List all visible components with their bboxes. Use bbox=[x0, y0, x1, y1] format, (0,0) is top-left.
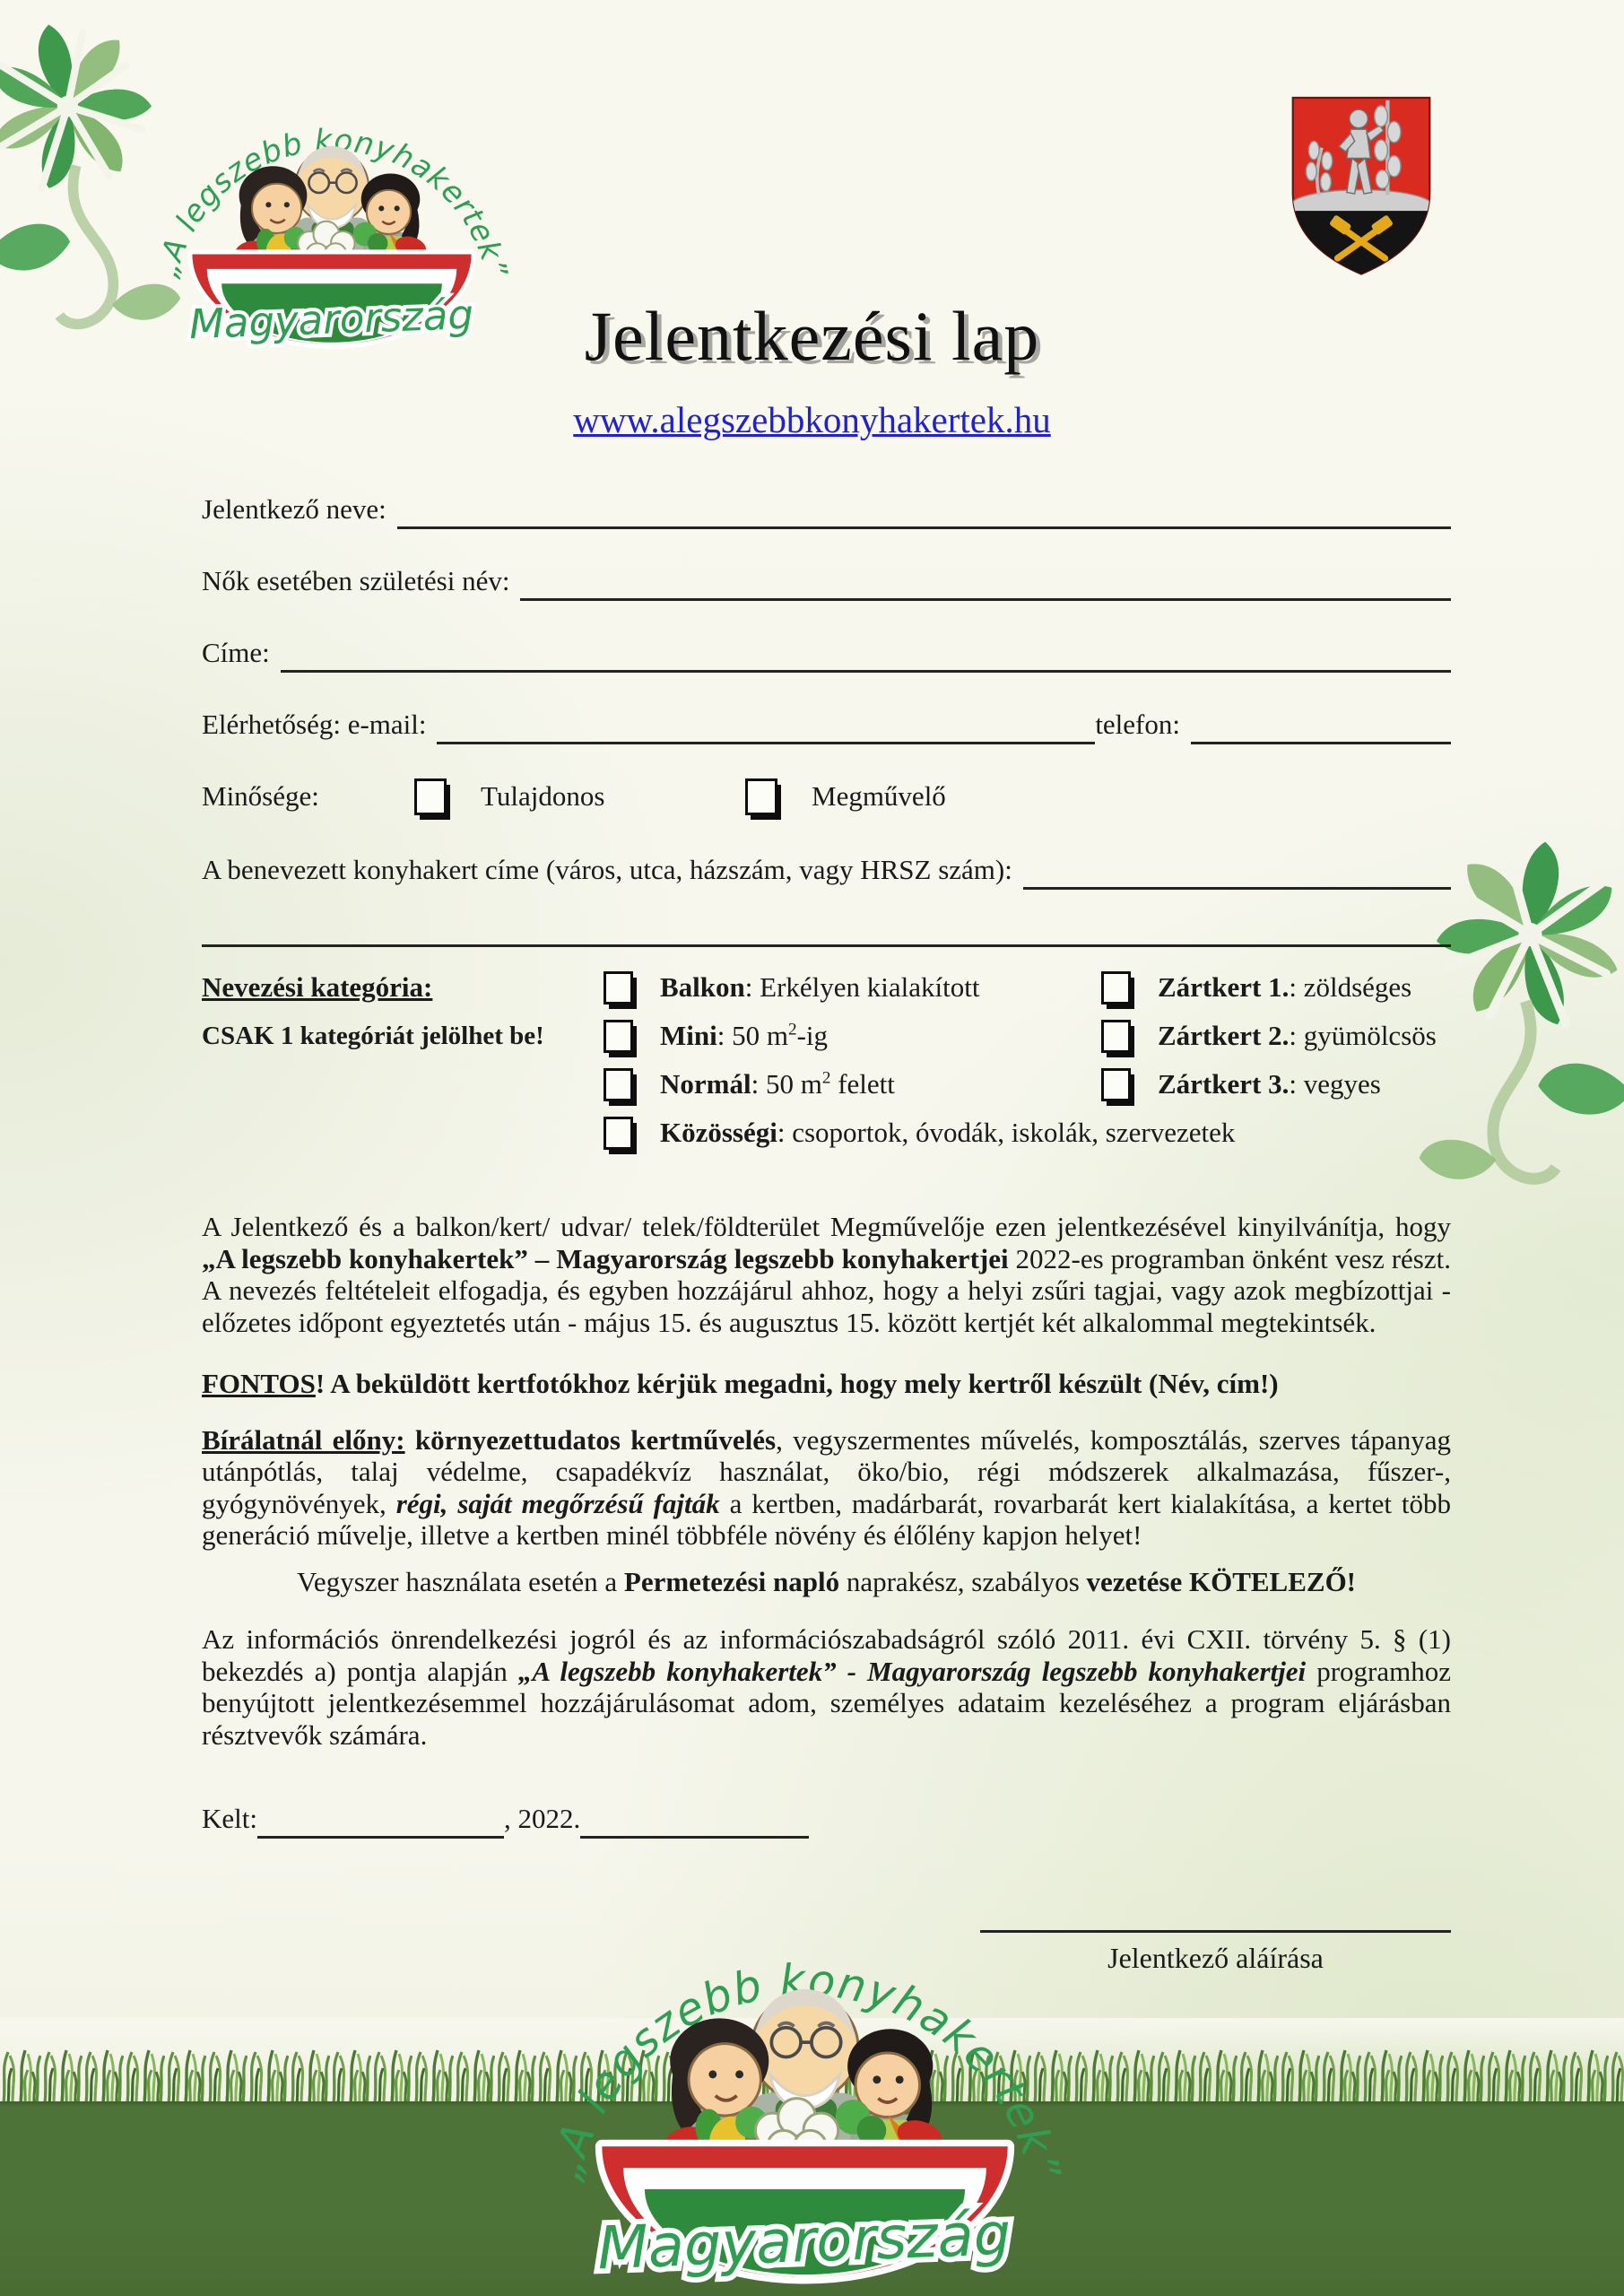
category-option-mini: Mini: 50 $m^2-ig$ bbox=[604, 1020, 1101, 1053]
program-logo-bottom bbox=[525, 1831, 1085, 2285]
garden-address-field-line-2[interactable] bbox=[202, 907, 1451, 947]
category-section bbox=[202, 963, 1451, 1157]
signature-label: Jelentkező aláírása bbox=[1107, 1942, 1324, 1974]
checkbox-zartkert-1[interactable] bbox=[1101, 971, 1131, 1004]
email-field-line[interactable] bbox=[437, 704, 1095, 744]
important-note: FONTOS! A beküldött kertfotókhoz kérjük megadni, hogy mely kertről készült (Név, cím!) bbox=[202, 1368, 1279, 1399]
checkbox-zartkert-2[interactable] bbox=[1101, 1020, 1131, 1053]
phone-field-line[interactable] bbox=[1191, 704, 1451, 744]
category-heading: Nevezési kategória: bbox=[202, 971, 433, 1003]
checkbox-normal[interactable] bbox=[604, 1068, 633, 1101]
applicant-name-label: Jelentkező neve: bbox=[202, 493, 386, 525]
checkbox-mini[interactable] bbox=[604, 1020, 633, 1053]
checkbox-megmuvelo[interactable] bbox=[745, 778, 777, 815]
privacy-consent-paragraph: Az információs önrendelkezési jogról és az információszabadságról szóló 2011. évi CXII. törvény 5. § (1) bekezdés a) pontja alapján „A legszebb konyhakertek” - Magyarország legszebb konyhakertjei programhoz benyújtott jelentkezésemmel hozzájárulásomat adom, személyes adataim kezeléséhez a program eljárásban résztvevők számára. bbox=[202, 1623, 1451, 1751]
quality-label: Minősége: bbox=[202, 780, 319, 812]
category-option-zartkert3: Zártkert 3.: vegyes bbox=[1101, 1068, 1451, 1101]
garden-address-row-2 bbox=[202, 917, 1451, 947]
email-label: Elérhetőség: e-mail: bbox=[202, 709, 427, 740]
garden-address-label: A benevezett konyhakert címe (város, utca, házszám, vagy HRSZ szám): bbox=[202, 854, 1012, 885]
birth-name-row bbox=[202, 556, 1451, 601]
checkbox-zartkert-3[interactable] bbox=[1101, 1068, 1131, 1101]
quality-row bbox=[202, 771, 1451, 822]
contact-row bbox=[202, 700, 1451, 744]
judging-advantages-paragraph: Bírálatnál előny: környezettudatos kertművelés, vegyszermentes művelés, komposztálás, szerves tápanyag utánpótlás, talaj védelme, csapadékvíz használat, öko/bio, régi módszerek alkalmazása, fűszer-, gyógynövények, régi, saját megőrzésű fajták a kertben, madárbarát, rovarbarát kert kialakítása, a kertet több generáció művelje, illetve a kertben minél többféle növény és élőlény kapjon helyet! bbox=[202, 1423, 1451, 1551]
website-link[interactable]: www.alegszebbkonyhakertek.hu bbox=[573, 399, 1051, 440]
form-body bbox=[202, 484, 1451, 1975]
checkbox-balkon[interactable] bbox=[604, 971, 633, 1004]
date-place-field-line[interactable] bbox=[257, 1798, 504, 1839]
birth-name-field-line[interactable] bbox=[520, 561, 1451, 601]
garden-address-field-line-1[interactable] bbox=[1023, 849, 1451, 890]
applicant-name-row bbox=[202, 484, 1451, 529]
garden-address-row bbox=[202, 845, 1451, 890]
birth-name-label: Nők esetében születési név: bbox=[202, 565, 510, 596]
address-row bbox=[202, 628, 1451, 673]
category-note: CSAK 1 kategóriát jelölhet be! bbox=[202, 1021, 544, 1050]
address-label: Címe: bbox=[202, 637, 270, 668]
address-field-line[interactable] bbox=[281, 632, 1451, 673]
checkbox-tulajdonos[interactable] bbox=[414, 778, 447, 815]
applicant-name-field-line[interactable] bbox=[397, 489, 1451, 529]
page-title: Jelentkezési lap bbox=[584, 297, 1040, 375]
checkbox-kozossegi[interactable] bbox=[604, 1117, 633, 1150]
date-year-text: , 2022. bbox=[504, 1803, 581, 1834]
chemical-use-note: Vegyszer használata esetén a Permetezési napló naprakész, szabályos vezetése KÖTELEZŐ! bbox=[296, 1565, 1357, 1597]
municipal-coat-of-arms bbox=[1282, 90, 1440, 281]
phone-label: telefon: bbox=[1095, 709, 1180, 740]
category-option-zartkert2: Zártkert 2.: gyümölcsös bbox=[1101, 1020, 1451, 1053]
declaration-paragraph: A Jelentkező és a balkon/kert/ udvar/ telek/földterület Megművelője ezen jelentkezésével kinyilvánítja, hogy „A legszebb konyhakertek” – Magyarország legszebb konyhakertjei 2022-es programban önként vesz részt. A nevezés feltételeit elfogadja, és egyben hozzájárul ahhoz, hogy a helyi zsűri tagjai, vagy azok megbízottjai - előzetes időpont egyeztetés után - május 15. és augusztus 15. között kertjét két alkalommal megtekintsék. bbox=[202, 1211, 1451, 1338]
date-label: Kelt: bbox=[202, 1803, 257, 1834]
quality-option-owner-label: Tulajdonos bbox=[481, 780, 605, 812]
category-option-kozossegi: Közösségi: csoportok, óvodák, iskolák, szervezetek bbox=[604, 1117, 1451, 1150]
quality-option-cultivator-label: Megművelő bbox=[812, 780, 946, 812]
category-option-zartkert1: Zártkert 1.: zöldséges bbox=[1101, 971, 1451, 1004]
category-option-normal: Normál: 50 $m^2$ felett bbox=[604, 1068, 1101, 1101]
category-option-balkon: Balkon: Erkélyen kialakított bbox=[604, 971, 1101, 1004]
